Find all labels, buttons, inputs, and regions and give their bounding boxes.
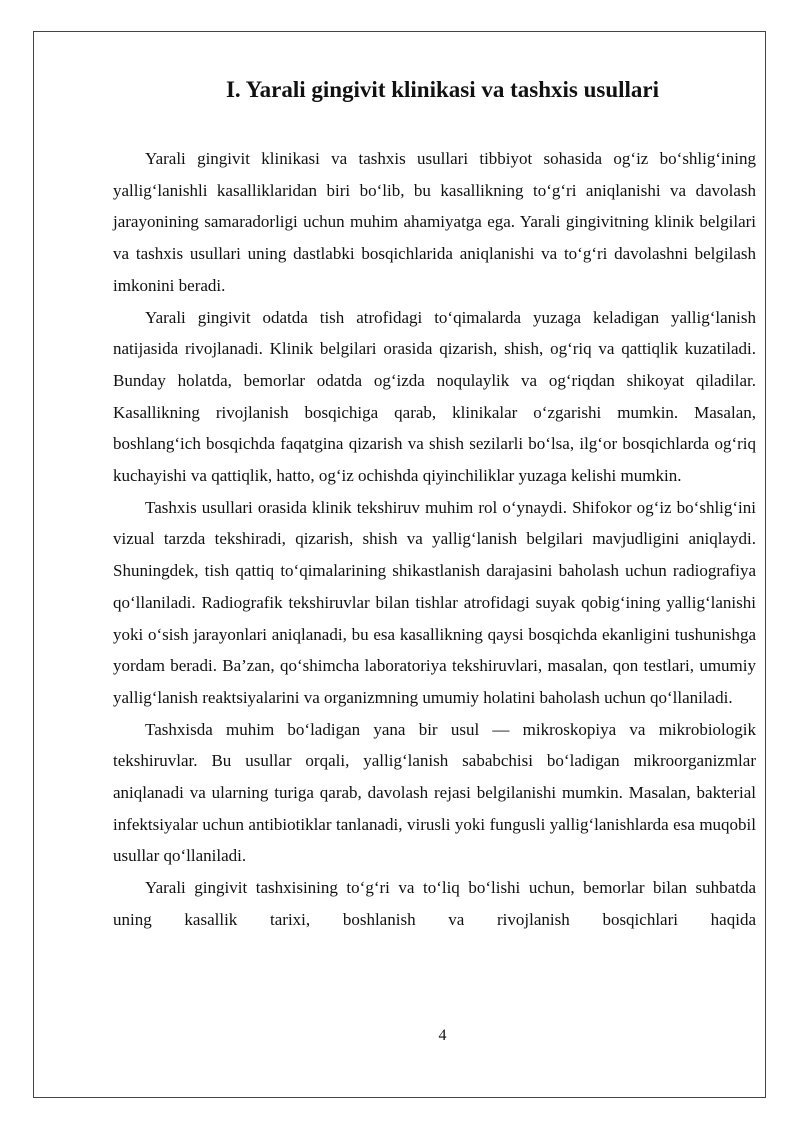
paragraph-3: Tashxis usullari orasida klinik tekshiruv muhim rol o‘ynaydi. Shifokor og‘iz bo‘shlig‘ini vizual tarzda tekshiradi, qizarish, shish va yallig‘lanish belgilari mavjudligini aniqlaydi. Shuningdek, tish qattiq to‘qimalarining shikastlanish darajasini baholash uchun radiografiya qo‘llaniladi. Radiografik tekshiruvlar bilan tishlar atrofidagi suyak qobig‘ining yallig‘lanishi yoki o‘sish jarayonlari aniqlanadi, bu esa kasallikning qaysi bosqichda ekanligini tushunishga yordam beradi. Ba’zan, qo‘shimcha laboratoriya tekshiruvlari, masalan, qon testlari, umumiy yallig‘lanish reaktsiyalarini va organizmning umumiy holatini baholash uchun qo‘llaniladi. — [113, 497, 756, 707]
paragraph-4: Tashxisda muhim bo‘ladigan yana bir usul — mikroskopiya va mikrobiologik tekshiruvlar. Bu usullar orqali, yallig‘lanish sababchisi bo‘ladigan mikroorganizmlar aniqlanadi va ularning turiga qarab, davolash rejasi belgilanishi mumkin. Masalan, bakterial infektsiyalar uchun antibiotiklar tanlanadi, virusli yoki fungusli yallig‘lanishlarda esa muqobil usullar qo‘llaniladi. — [113, 719, 756, 866]
paragraph-2: Yarali gingivit odatda tish atrofidagi to‘qimalarda yuzaga keladigan yallig‘lanish natijasida rivojlanadi. Klinik belgilari orasida qizarish, shish, og‘riq va qattiqlik kuzatiladi. Bunday holatda, bemorlar odatda og‘izda noqulaylik va og‘riqdan shikoyat qiladilar. Kasallikning rivojlanish bosqichiga qarab, klinikalar o‘zgarishi mumkin. Masalan, boshlang‘ich bosqichda faqatgina qizarish va shish sezilarli bo‘lsa, ilg‘or bosqichlarda og‘riq kuchayishi va qattiqlik, hatto, og‘iz ochishda qiyinchiliklar yuzaga kelishi mumkin. — [113, 307, 756, 486]
page-title: I. Yarali gingivit klinikasi va tashxis usullari — [225, 77, 660, 102]
page-number: 4 — [438, 1027, 447, 1044]
paragraph-1: Yarali gingivit klinikasi va tashxis usullari tibbiyot sohasida og‘iz bo‘shlig‘ining yallig‘lanishli kasalliklaridan biri bo‘lib, bu kasallikning to‘g‘ri aniqlanishi va davolash jarayonining samaradorligi uchun muhim ahamiyatga ega. Yarali gingivitning klinik belgilari va tashxis usullari uning dastlabki bosqichlarida aniqlanishi va to‘g‘ri davolashni belgilash imkonini beradi. — [113, 149, 756, 295]
document-body — [113, 143, 756, 936]
paragraph-5: Yarali gingivit tashxisining to‘g‘ri va to‘liq bo‘lishi uchun, bemorlar bilan suhbatda uning kasallik tarixi, boshlanish va rivojlanish bosqichlari haqida — [113, 878, 756, 929]
